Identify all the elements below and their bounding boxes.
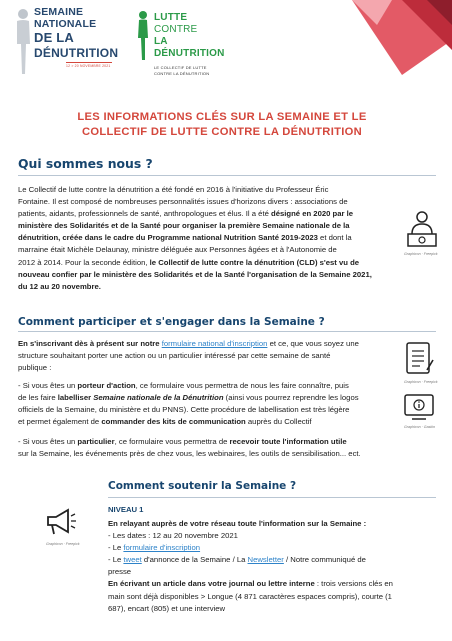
text-line (18, 281, 390, 293)
text-bold: désigné en 2020 par le (271, 209, 354, 219)
text-line: Fontaine. Il est composé de nombreuses personnalités issues d'horizons divers : associations de (18, 197, 348, 207)
text-line (18, 257, 390, 269)
text-bold: commander des kits de communication (101, 417, 246, 427)
text-bold: le Collectif de lutte contre la dénutrition (CLD) s'est vu de (149, 257, 360, 267)
logo-semaine-line3: DE LA (34, 30, 74, 45)
text-line (18, 220, 390, 232)
icon-credit: Graphicon · Freepick (404, 380, 438, 384)
text-line: publique : (18, 363, 52, 373)
logo-collectif-line2: CONTRE (154, 24, 198, 35)
text-span: auprès du Collectif (247, 417, 312, 427)
tweet-link[interactable]: tweet (123, 555, 142, 565)
text-line (18, 392, 390, 404)
corner-decoration (332, 0, 452, 75)
info-screen-icon (402, 392, 436, 422)
text-span: - Le (108, 555, 122, 565)
text-line: presse (108, 567, 132, 577)
text-span: de les faire (18, 393, 56, 403)
page-title (22, 110, 422, 140)
text-line (18, 416, 390, 428)
text-bold: du 12 au 20 novembre. (18, 281, 101, 291)
porteur-paragraph (18, 380, 390, 428)
text-line (18, 436, 390, 448)
text-bold: recevoir toute l'information utile (229, 437, 347, 446)
text-span: - Si vous êtes un (18, 381, 76, 390)
presenter-icon (404, 210, 440, 250)
text-bold: labelliser (57, 393, 92, 403)
text-bold-italic: Semaine nationale de la Dénutrition (93, 393, 224, 403)
figure-green-icon (136, 10, 150, 62)
text-line (18, 380, 390, 392)
text-span: (ainsi vous pourrez reprendre les logos (225, 393, 359, 403)
text-line: En relayant auprès de votre réseau toute l'information sur la Semaine : (108, 519, 367, 528)
text-span: 2012 à 2014. Pour la seconde édition, (18, 257, 148, 267)
text-span: - Si vous êtes un (18, 437, 76, 446)
text-span: / Notre communiqué de (286, 555, 366, 565)
text-line (108, 578, 438, 590)
section-heading-qui-sommes-nous: Qui sommes nous ? (18, 156, 153, 171)
icon-credit: Graphicon · Freepick (404, 252, 438, 256)
collectif-logo (136, 10, 246, 85)
text-line: marraine était Michèle Delaunay, ministre déléguée aux Personnes âgées et à l'Autonomie de (18, 245, 337, 255)
text-line (18, 232, 390, 244)
text-line: main sont déjà disponibles > Longue (4 871 caractères espaces compris), courte (1 (108, 591, 392, 601)
text-span: , ce formulaire vous permettra de nous les faire connaître, puis (135, 381, 349, 390)
icon-credit: Graphicon · Freepick (46, 542, 80, 546)
text-span: d'annonce de la Semaine / La (143, 555, 246, 565)
text-bold: nouveau confier par le ministère des Solidarités et de la Santé l'organisation de la Semaine 2021, (18, 269, 372, 279)
particulier-paragraph (18, 436, 390, 460)
soutenir-list (108, 518, 438, 615)
text-line: Le Collectif de lutte contre la dénutrition a été fondé en 2016 à l'initiative du Professeur Éric (18, 185, 329, 194)
logo-collectif-line1: LUTTE (154, 12, 188, 23)
inscription-link[interactable]: formulaire d'inscription (123, 543, 201, 553)
text-span: - Le (108, 543, 122, 553)
divider (18, 175, 436, 176)
logo-collectif-line4: DÉNUTRITION (154, 48, 225, 59)
text-line: - Les dates : 12 au 20 novembre 2021 (108, 531, 238, 541)
text-line: structure souhaitant porter une action ou un particulier intéressé par cette semaine de santé (18, 351, 331, 361)
text-bold: dénutrition, créée dans le cadre du Programme national Nutrition Santé 2019-2023 (18, 233, 318, 243)
text-bold: particulier (77, 437, 115, 446)
logo-semaine-line4: DÉNUTRITION (34, 46, 119, 60)
text-line (18, 208, 390, 220)
newsletter-link[interactable]: Newsletter (247, 555, 284, 565)
text-line (18, 269, 390, 281)
text-line (108, 554, 438, 566)
divider (108, 497, 436, 498)
text-span: et ce, que vous soyez une (269, 339, 359, 348)
logo-semaine-line2: NATIONALE (34, 18, 97, 30)
text-line (18, 338, 390, 350)
semaine-logo (12, 6, 132, 84)
megaphone-icon (44, 506, 78, 536)
logo-semaine-line1: SEMAINE (34, 6, 84, 18)
text-span: : trois versions clés en (316, 579, 393, 589)
text-line (108, 542, 438, 554)
intro-paragraph (18, 184, 390, 293)
niveau-label: NIVEAU 1 (108, 505, 144, 514)
logo-semaine-dates: 12 > 20 NOVEMBRE 2021 (66, 64, 111, 68)
text-span: et permet également de (18, 417, 100, 427)
logo-collectif-tag2: CONTRE LA DÉNUTRITION (154, 71, 210, 76)
text-span: et dont la (320, 233, 352, 243)
section-heading-soutenir: Comment soutenir la Semaine ? (108, 480, 297, 492)
icon-credit: Graphicon · Gaskin (404, 425, 435, 429)
logo-collectif-tag1: LE COLLECTIF DE LUTTE (154, 65, 207, 70)
text-span: , ce formulaire vous permettra de (114, 437, 228, 446)
text-line: sur la Semaine, les événements près de chez vous, les webinaires, les outils de sensibilisation... ect. (18, 449, 361, 459)
text-span: patients, aidants, professionnels de santé, anthropologues et élus. Il a été (18, 209, 269, 219)
text-bold: En écrivant un article dans votre journal ou lettre interne (108, 579, 315, 589)
divider (18, 331, 436, 332)
section-heading-participer: Comment participer et s'engager dans la Semaine ? (18, 316, 325, 328)
participer-paragraph (18, 338, 390, 374)
figure-silhouette-icon (12, 8, 34, 78)
text-line: 687), encart (805) et une interview (108, 603, 226, 613)
text-line: officiels de la Semaine, du ministère et du PNNS). Cette procédure de labellisation est très légère (18, 405, 350, 415)
text-bold: porteur d'action (77, 381, 136, 390)
inscription-form-link[interactable]: formulaire national d'inscription (161, 339, 268, 348)
text-bold: En s'inscrivant dès à présent sur notre (18, 339, 160, 348)
text-bold: ministère des Solidarités et de la Santé pour organiser la première Semaine nationale de la (18, 221, 350, 231)
logo-collectif-line3: LA (154, 36, 168, 47)
form-document-icon (404, 340, 434, 376)
title-line1: LES INFORMATIONS CLÉS SUR LA SEMAINE ET LE (77, 111, 367, 123)
title-line2: COLLECTIF DE LUTTE CONTRE LA DÉNUTRITION (81, 126, 363, 138)
